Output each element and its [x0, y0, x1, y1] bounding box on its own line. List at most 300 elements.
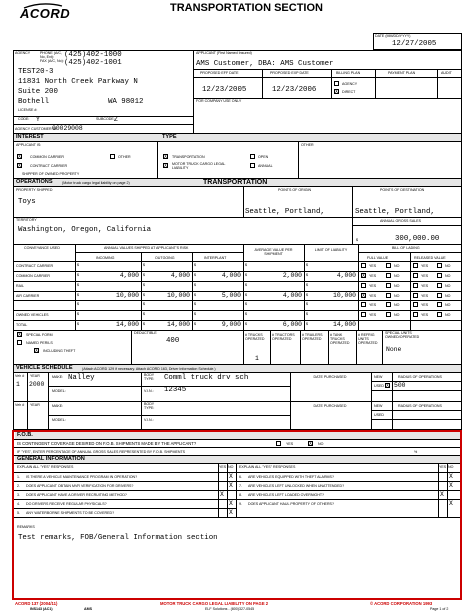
vline [27, 401, 28, 430]
question-number: 6. [239, 475, 242, 479]
vline [290, 372, 291, 401]
form-title: TRANSPORTATION SECTION [170, 2, 323, 14]
make-label: MAKE: [52, 375, 64, 379]
vline [371, 372, 372, 401]
conveyance-label: CONVEYANCE USED [24, 246, 60, 250]
including-theft-label: INCLUDING THEFT [43, 349, 76, 353]
full-value-label: FULL VALUE [367, 256, 389, 260]
question-number: 7. [239, 484, 242, 488]
dollar-sign: $ [245, 272, 247, 277]
contract-carrier-label: CONTRACT CARRIER [30, 164, 68, 168]
common-carrier-checkbox[interactable]: X [18, 154, 22, 160]
no-label: NO [445, 273, 451, 278]
full-value-checkbox[interactable]: X [362, 292, 366, 299]
yes-answer[interactable]: X [220, 491, 224, 498]
dollar-sign: $ [194, 322, 196, 327]
dollar-sign: $ [306, 282, 308, 287]
no-answer[interactable]: X [449, 500, 453, 507]
conveyance-interplant-value[interactable]: 4,000 [221, 271, 241, 279]
conveyance-name: AIR CARRIER [16, 293, 40, 298]
conveyance-name: OWNED VEHICLES [16, 313, 49, 318]
full-value-no-checkbox[interactable] [386, 273, 391, 278]
property-value[interactable]: Toys [18, 198, 36, 206]
copyright: © ACORD CORPORATION 1993 [370, 601, 433, 606]
question-number: 5. [17, 511, 20, 515]
conveyance-avg-value[interactable]: 6,000 [282, 321, 302, 329]
body-type-label: BODY TYPE: [144, 402, 155, 410]
annual-gross-label: ANNUAL GROSS SALES [380, 219, 422, 223]
radius-label: RADIUS OF OPERATIONS [398, 404, 442, 408]
no-label: NO [445, 293, 451, 298]
hline [236, 499, 460, 500]
released-no-checkbox[interactable] [437, 283, 442, 288]
dollar-sign: $ [306, 263, 308, 267]
ams-label: AMS [84, 607, 92, 611]
applicant-label: APPLICANT (First Named Insured) [196, 51, 252, 55]
origin-label: POINTS OF ORIGIN [278, 188, 312, 192]
radius-value[interactable]: 500 [394, 382, 406, 389]
refrig-label: # REFRIG UNITS OPERATED [358, 333, 378, 345]
payment-label: PAYMENT PLAN [388, 71, 416, 75]
released-yes-checkbox[interactable] [413, 312, 418, 317]
question-text: DOES APPLICANT OBTAIN MVR VERIFICATION FOR DRIVERS? [26, 484, 134, 488]
question-text: ANY WATERBORNE SHIPMENTS TO BE COVERED? [26, 511, 115, 515]
released-no-checkbox[interactable] [437, 263, 442, 268]
vline [392, 401, 393, 430]
operations-subtitle: (Motor truck cargo legal liability on page 2) [62, 181, 130, 185]
yes-label: YES [369, 264, 377, 268]
named-perils-label: NAMED PERILS [26, 341, 53, 345]
conveyance-interplant-value[interactable]: 5,000 [221, 291, 241, 299]
limit-label: LIMIT OF LIABILITY [314, 248, 348, 252]
vehicle-subtitle: (Attach ACORD 129 if necessary. Attach ACORD 163, Driver Information Schedule.) [82, 367, 216, 371]
no-label: NO [445, 313, 451, 318]
yes-label: YES [369, 303, 377, 308]
transportation-label: TRANSPORTATION [172, 155, 205, 159]
subcode-label: SUBCODE: [96, 117, 115, 121]
dollar-sign: $ [306, 292, 308, 297]
full-value-no-checkbox[interactable] [386, 312, 391, 317]
hline [14, 508, 236, 509]
full-value-checkbox[interactable]: X [362, 272, 366, 279]
yes-label: YES [369, 313, 377, 318]
motor-cargo-label: MOTOR TRUCK CARGO LEGAL LIABILITY [172, 162, 226, 170]
incoming-label: INCOMING [96, 256, 115, 260]
special-units-label: SPECIAL UNITS OWNED/OPERATED [385, 331, 420, 339]
fob-no-checkbox[interactable]: X [309, 441, 313, 447]
ins-id: INS143 (AC1) [30, 607, 53, 611]
footer-center: MOTOR TRUCK CARGO LEGAL LIABILITY ON PAGE 2 [160, 601, 269, 606]
no-label: NO [448, 465, 454, 469]
vin-label: V.I.N.: [144, 389, 154, 393]
vehicle-divider [13, 401, 462, 402]
conveyance-incoming-value[interactable]: 14,000 [115, 321, 139, 329]
yes-label: YES [421, 303, 429, 308]
tank-label: # TANK TRUCKS OPERATED [330, 333, 350, 345]
question-text: ARE VEHICLES LEFT UNLOCKED WHEN UNATTENDED? [248, 484, 345, 488]
conveyance-limit-value[interactable]: 10,000 [332, 291, 356, 299]
released-yes-checkbox[interactable] [413, 263, 418, 268]
including-theft-checkbox[interactable]: X [35, 348, 39, 354]
deductible-label: DEDUCTIBLE [134, 331, 157, 335]
released-yes-checkbox[interactable] [413, 293, 418, 298]
applicant-name[interactable]: AMS Customer, DBA: AMS Customer [196, 60, 334, 68]
motor-cargo-checkbox[interactable]: X [164, 163, 168, 169]
no-label: NO [394, 283, 400, 288]
vin-label: V.I.N.: [144, 418, 154, 422]
dollar-sign: $ [77, 292, 79, 297]
question-number: 9. [239, 502, 242, 506]
veh-num-value[interactable]: 1 [16, 381, 20, 388]
dest-label: POINTS OF DESTINATION [380, 188, 425, 192]
yes-label: YES [421, 283, 429, 288]
vline [392, 372, 393, 401]
released-value-label: RELEASED VALUE [414, 256, 446, 260]
date-purchased-label: DATE PURCHASED [313, 404, 347, 408]
hline [236, 490, 460, 491]
origin-value[interactable]: Seattle, Portland, [245, 208, 325, 216]
billing-label: BILLING PLAN [336, 71, 361, 75]
phone-label: PHONE (A/C, No, Ext): [40, 51, 62, 59]
dollar-sign: $ [194, 292, 196, 297]
transportation-checkbox[interactable]: X [164, 154, 168, 160]
vline [27, 372, 28, 401]
conveyance-outgoing-value[interactable]: 10,000 [166, 291, 190, 299]
exp-label: PROPOSED EXP DATE [270, 71, 309, 75]
hline [236, 481, 460, 482]
used-label: USED [374, 413, 384, 417]
full-value-checkbox[interactable] [361, 302, 366, 307]
common-carrier-label: COMMON CARRIER [30, 155, 64, 159]
annual-label: ANNUAL [258, 164, 273, 168]
dollar-sign: $ [306, 302, 308, 307]
elf-label: ELF Solutions - (800)327-0545 [205, 607, 255, 611]
agency-address2[interactable]: Suite 200 [18, 88, 58, 96]
dollar-sign: $ [143, 322, 145, 327]
territory-label: TERRITORY [16, 218, 37, 222]
interplant-label: INTERPLANT [204, 256, 227, 260]
dollar-sign: $ [194, 282, 196, 287]
yes-label: YES [421, 293, 429, 298]
interest-title: INTEREST [16, 134, 44, 140]
hline [371, 410, 462, 411]
trailers-label: # TRAILERS OPERATED [302, 333, 323, 341]
full-value-checkbox[interactable] [361, 263, 366, 268]
conveyance-avg-value[interactable]: 4,000 [282, 291, 302, 299]
conveyance-interplant-value[interactable]: 9,000 [221, 321, 241, 329]
eff-label: PROPOSED EFF DATE [200, 71, 239, 75]
type-title: TYPE [162, 134, 177, 140]
conveyance-name: COMMON CARRIER [16, 273, 50, 278]
eff-date[interactable]: 12/23/2005 [202, 86, 247, 94]
released-no-checkbox[interactable] [437, 293, 442, 298]
body-type-label: BODY TYPE: [144, 373, 155, 381]
full-value-checkbox[interactable] [361, 312, 366, 317]
named-perils-checkbox[interactable] [17, 340, 22, 345]
dollar-sign: $ [143, 312, 145, 317]
dollar-sign: $ [194, 263, 196, 267]
question-text: IS THERE A VEHICLE MAINTENANCE PROGRAM IN OPERATION? [26, 475, 138, 479]
veh-num-label: Veh # [15, 374, 25, 378]
special-units-value[interactable]: None [386, 346, 402, 353]
date-value[interactable]: 12/27/2005 [392, 40, 437, 48]
question-text: DOES APPLICANT HAUL PROPERTY OF OTHERS? [248, 502, 334, 506]
yes-label: YES [421, 273, 429, 278]
dollar-sign: $ [143, 302, 145, 307]
fob-title: F.O.B. [17, 432, 33, 438]
hline [14, 490, 236, 491]
question-number: 3. [17, 493, 20, 497]
property-label: PROPERTY SHIPPED [16, 188, 53, 192]
dest-value[interactable]: Seattle, Portland, [355, 208, 435, 216]
row-divider [13, 310, 462, 311]
dollar-sign: $ [194, 302, 196, 307]
radius-label: RADIUS OF OPERATIONS [398, 375, 442, 379]
special-form-label: SPECIAL FORM [26, 333, 53, 337]
agency-bill-label: AGENCY [342, 82, 358, 86]
veh-vin-value[interactable]: 12345 [164, 386, 187, 394]
conveyance-limit-value[interactable]: 14,000 [332, 321, 356, 329]
date-label: DATE (MM/DD/YYYY) [375, 34, 411, 38]
conveyance-name: RAIL [16, 283, 24, 288]
tractors-label: # TRACTORS OPERATED [272, 333, 295, 341]
conveyance-incoming-value[interactable]: 10,000 [115, 291, 139, 299]
question-text: ARE VEHICLES EQUIPPED WITH THEFT ALARMS? [248, 475, 334, 479]
audit-label: AUDIT [441, 71, 452, 75]
no-label: NO [394, 264, 400, 268]
open-checkbox[interactable] [250, 154, 255, 159]
conveyance-name: TOTAL [16, 323, 28, 328]
veh-year-value[interactable]: 2000 [29, 381, 45, 388]
hline [371, 381, 462, 382]
no-label: NO [394, 313, 400, 318]
annual-gross-value[interactable]: 300,000.00 [395, 235, 440, 243]
agency-bill-checkbox[interactable] [334, 81, 339, 86]
trucks-label: # TRUCKS OPERATED [245, 333, 265, 341]
model-label: MODEL: [52, 389, 66, 393]
license-label: LICENSE #: [18, 108, 38, 112]
veh-num-label: Veh # [15, 403, 25, 407]
dollar-sign: $ [356, 238, 358, 242]
new-label: NEW [374, 404, 383, 408]
agency-name[interactable]: TEST20-3 [18, 68, 54, 76]
vehicle-title: VEHICLE SCHEDULE [16, 365, 73, 371]
year-label: YEAR [30, 374, 40, 378]
no-answer[interactable]: X [229, 473, 233, 480]
direct-bill-checkbox[interactable]: X [335, 89, 339, 95]
veh-body-value[interactable]: Comml truck drv sch [164, 374, 249, 382]
released-no-checkbox[interactable] [437, 302, 442, 307]
operations-title: OPERATIONS [16, 179, 53, 185]
yes-answer[interactable]: X [440, 491, 444, 498]
dollar-sign: $ [245, 322, 247, 327]
no-answer[interactable]: X [449, 473, 453, 480]
annual-values-label: ANNUAL VALUES SHIPPED AT APPLICANT'S RISK [104, 246, 189, 250]
fob-percent-question: IF "YES", ENTER PERCENTAGE OF ANNUAL GROSS SALES REPRESENTED BY F.O.B. SHIPMENTS [17, 450, 186, 454]
yes-label: YES [369, 293, 377, 298]
question-number: 2. [17, 484, 20, 488]
hline [371, 419, 462, 420]
hline [14, 481, 236, 482]
page-number: Page 1 of 2 [430, 607, 449, 611]
question-text: DOES APPLICANT HAVE A DRIVER RECRUITING METHOD? [26, 493, 127, 497]
other-label: OTHER [118, 155, 131, 159]
customer-id-value[interactable]: 00029008 [52, 125, 83, 132]
dollar-sign: $ [77, 302, 79, 307]
full-value-no-checkbox[interactable] [386, 293, 391, 298]
dollar-sign: $ [306, 312, 308, 317]
code-label: CODE: [18, 117, 30, 121]
no-label: NO [445, 303, 451, 308]
exp-date[interactable]: 12/23/2006 [272, 86, 317, 94]
dollar-sign: $ [77, 272, 79, 277]
agency-address1[interactable]: 11831 North Creek Parkway N [18, 78, 138, 86]
company-use-label: FOR COMPANY USE ONLY [196, 99, 242, 103]
question-text: ARE VEHICLES LEFT LOADED OVERNIGHT? [248, 493, 325, 497]
no-label: NO [394, 273, 400, 278]
no-label: NO [445, 264, 451, 268]
trucks-value[interactable]: 1 [255, 355, 259, 362]
annual-checkbox[interactable] [250, 163, 255, 168]
used-checkbox[interactable]: X [386, 383, 390, 389]
dollar-sign: $ [245, 312, 247, 317]
released-yes-checkbox[interactable] [413, 283, 418, 288]
dollar-sign: $ [306, 272, 308, 277]
no-label: NO [394, 303, 400, 308]
other2-label: OTHER [301, 143, 314, 147]
full-value-no-checkbox[interactable] [386, 302, 391, 307]
transportation-heading: TRANSPORTATION [203, 179, 268, 186]
dollar-sign: $ [245, 282, 247, 287]
full-value-no-checkbox[interactable] [386, 263, 391, 268]
no-label: NO [228, 465, 234, 469]
hline [14, 517, 460, 518]
row-divider [13, 300, 462, 301]
agency-label: AGENCY [15, 51, 31, 55]
full-value-no-checkbox[interactable] [386, 283, 391, 288]
year-label: YEAR [30, 403, 40, 407]
question-text: DO DRIVERS RECEIVE REGULAR PHYSICALS? [26, 502, 107, 506]
dollar-sign: $ [245, 302, 247, 307]
question-number: 1. [17, 475, 20, 479]
no-answer[interactable]: X [229, 500, 233, 507]
other-checkbox[interactable] [110, 154, 115, 159]
yes-label: YES [369, 283, 377, 288]
remarks-value[interactable]: Test remarks, FOB/General Information section [18, 534, 218, 542]
hline [14, 499, 236, 500]
avg-value-label: AVERAGE VALUE PER SHIPMENT [254, 248, 293, 256]
customer-id-label: AGENCY CUSTOMER ID: [15, 127, 58, 131]
acord-logo [18, 2, 78, 21]
released-no-checkbox[interactable] [437, 312, 442, 317]
hline [48, 415, 290, 416]
dollar-sign: $ [143, 263, 145, 267]
no-answer[interactable]: X [229, 509, 233, 516]
date-purchased-label: DATE PURCHASED [313, 375, 347, 379]
no-answer[interactable]: X [449, 482, 453, 489]
hline [371, 390, 462, 391]
direct-bill-label: DIRECT [342, 90, 356, 94]
explain-label: EXPLAIN ALL "YES" RESPONSES [17, 465, 74, 469]
remarks-label: REMARKS [17, 525, 35, 529]
make-label: MAKE: [52, 404, 64, 408]
released-yes-checkbox[interactable] [413, 302, 418, 307]
applicant-is-label: APPLICANT IS: [16, 143, 42, 147]
full-value-checkbox[interactable] [361, 283, 366, 288]
form-id: ACORD 137 (2004/11) [15, 601, 58, 606]
no-label: NO [445, 283, 451, 288]
shipper-label: SHIPPER OF OWNED PROPERTY [22, 172, 80, 176]
fob-percent-sign: % [414, 450, 418, 454]
fob-question: IS CONTINGENT COVERAGE DESIRED ON F.O.B. SHIPMENTS MADE BY THE APPLICANT? [17, 441, 197, 446]
fob-yes-checkbox[interactable] [276, 441, 281, 446]
dollar-sign: $ [306, 322, 308, 327]
dollar-sign: $ [143, 292, 145, 297]
yes-label: YES [421, 313, 429, 318]
dollar-sign: $ [194, 272, 196, 277]
conveyance-outgoing-value[interactable]: 4,000 [170, 271, 190, 279]
fob-yes-label: YES [286, 442, 294, 446]
bill-label: BILL OF LADING [392, 246, 420, 250]
dollar-sign: $ [77, 263, 79, 267]
dollar-sign: $ [143, 282, 145, 287]
veh-make-value[interactable]: Nalley [68, 374, 95, 382]
conveyance-name: CONTRACT CARRIER [16, 264, 54, 268]
fob-no-label: NO [318, 442, 324, 446]
logo-text: ACORD [20, 6, 71, 21]
dollar-sign: $ [77, 282, 79, 287]
agency-city[interactable]: Bothell [18, 98, 50, 106]
no-answer[interactable]: X [229, 482, 233, 489]
row-divider [13, 281, 462, 282]
subcode-value[interactable]: Z [114, 116, 118, 123]
dollar-sign: $ [143, 272, 145, 277]
conveyance-outgoing-value[interactable]: 14,000 [166, 321, 190, 329]
outgoing-label: OUTGOING [155, 256, 175, 260]
deductible-value[interactable]: 400 [166, 337, 180, 345]
dollar-sign: $ [77, 322, 79, 327]
hline [236, 472, 460, 473]
phone-value[interactable]: (425)402-1000 [64, 51, 122, 59]
vline [371, 401, 372, 430]
yes-label: YES [369, 273, 377, 278]
open-label: OPEN [258, 155, 269, 159]
used-label: USED [374, 384, 384, 388]
conveyance-avg-value[interactable]: 2,000 [282, 271, 302, 279]
territory-value[interactable]: Washington, Oregon, California [18, 226, 152, 234]
no-label: NO [394, 293, 400, 298]
contract-carrier-checkbox[interactable]: X [18, 163, 22, 169]
question-number: 4. [17, 502, 20, 506]
general-title: GENERAL INFORMATION [17, 456, 85, 462]
yes-label: YES [439, 465, 447, 469]
agency-state-zip[interactable]: WA 98012 [108, 98, 144, 106]
dollar-sign: $ [245, 263, 247, 267]
fax-value[interactable]: (425)402-1001 [64, 59, 122, 67]
conveyance-limit-value[interactable]: 4,000 [336, 271, 356, 279]
explain-label: EXPLAIN ALL "YES" RESPONSES [239, 465, 296, 469]
code-value[interactable]: Y [36, 116, 40, 123]
special-form-checkbox[interactable]: X [18, 332, 22, 338]
hline [14, 472, 236, 473]
released-yes-checkbox[interactable] [413, 273, 418, 278]
released-no-checkbox[interactable] [437, 273, 442, 278]
dollar-sign: $ [194, 312, 196, 317]
dollar-sign: $ [77, 312, 79, 317]
yes-label: YES [421, 264, 429, 268]
conveyance-incoming-value[interactable]: 4,000 [119, 271, 139, 279]
question-number: 8. [239, 493, 242, 497]
